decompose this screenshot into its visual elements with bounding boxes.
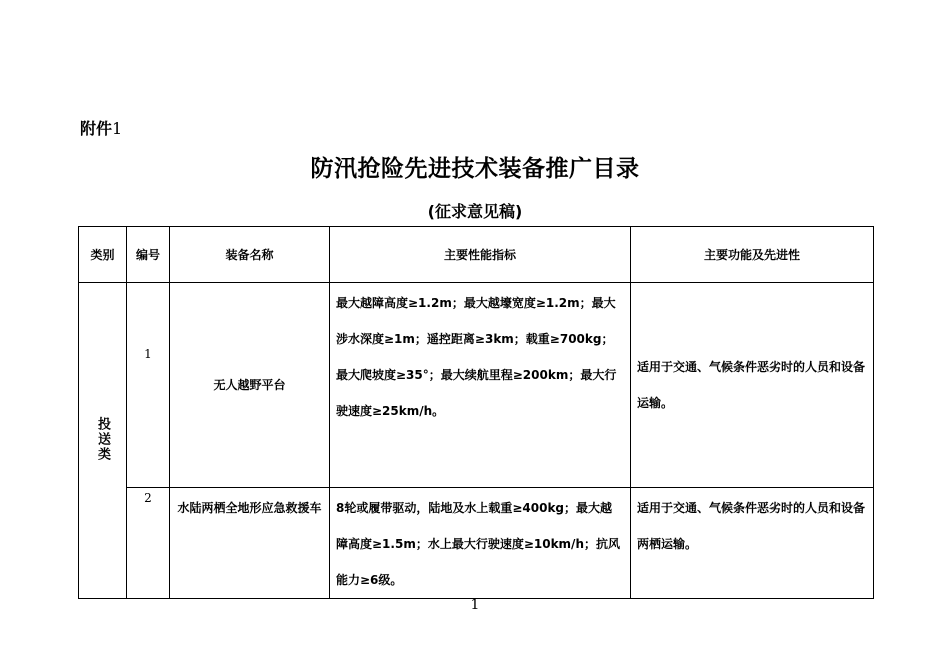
page-number: 1: [470, 597, 480, 613]
header-category: 类别: [79, 227, 127, 283]
table-row: [79, 488, 874, 599]
performance-spec: 最大越障高度≥1.2m；最大越壕宽度≥1.2m；最大涉水深度≥1m；遥控距离≥3km；载重≥700kg；最大爬坡度≥35°；最大续航里程≥200km；最大行驶速度≥25km/h。: [330, 283, 631, 488]
performance-spec: 8轮或履带驱动，陆地及水上载重≥400kg；最大越障高度≥1.5m；水上最大行驶速度≥10km/h；抗风能力≥6级。: [330, 488, 631, 599]
header-name: 装备名称: [170, 227, 330, 283]
document-subtitle: (征求意见稿): [427, 202, 523, 221]
header-number: 编号: [127, 227, 170, 283]
table-header-row: [79, 227, 874, 283]
equipment-name: 水陆两栖全地形应急救援车: [170, 488, 330, 599]
attachment-text: 附件: [80, 119, 113, 138]
function-description: 适用于交通、气候条件恶劣时的人员和设备运输。: [631, 283, 874, 488]
table-row: [79, 283, 874, 488]
category-cell: [79, 283, 127, 599]
function-description: 适用于交通、气候条件恶劣时的人员和设备两栖运输。: [631, 488, 874, 599]
document-title: 防汛抢险先进技术装备推广目录: [310, 156, 640, 182]
attachment-label: [80, 116, 122, 139]
row-number: 2: [127, 488, 170, 599]
category-label: 投送类: [95, 416, 110, 462]
header-performance: 主要性能指标: [330, 227, 631, 283]
attachment-number: 1: [112, 119, 123, 138]
equipment-name: 无人越野平台: [170, 283, 330, 488]
equipment-table: [78, 226, 874, 599]
header-function: 主要功能及先进性: [631, 227, 874, 283]
row-number: 1: [127, 283, 170, 488]
